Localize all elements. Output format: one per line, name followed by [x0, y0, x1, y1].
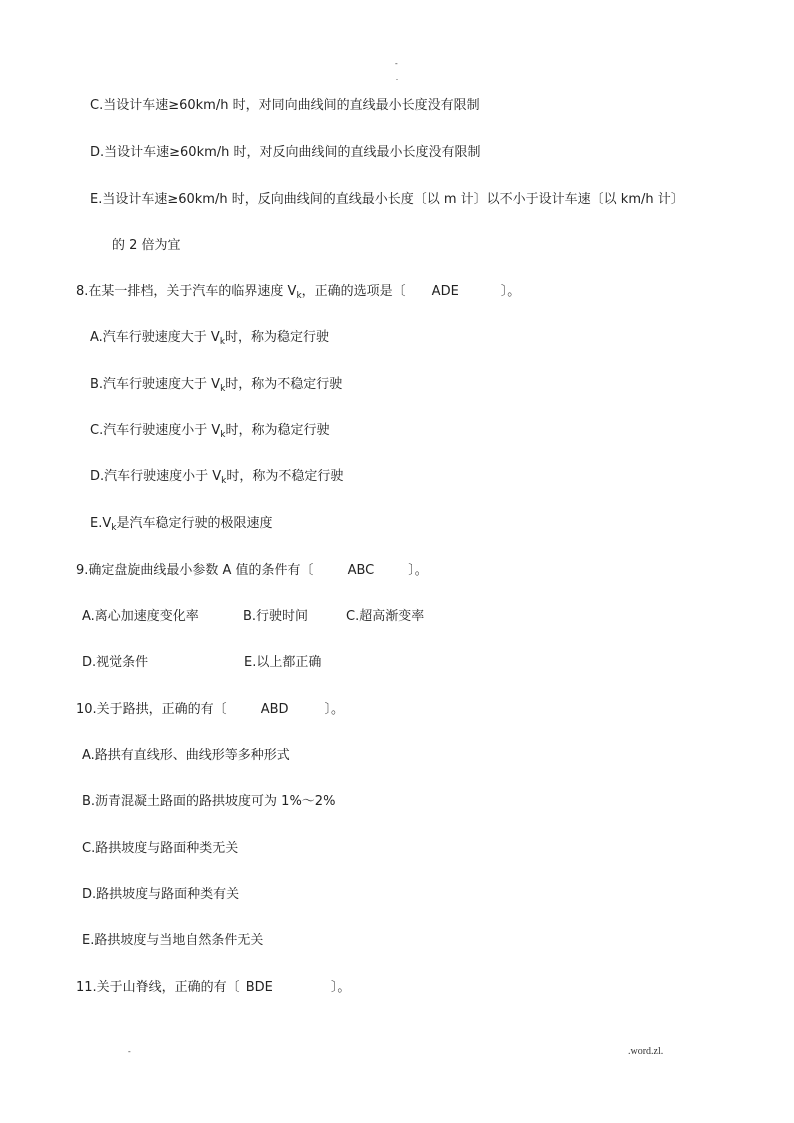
footer-watermark: .word.zl. [628, 1046, 664, 1057]
option-8a-text: A.汽车行驶速度大于 V [90, 330, 220, 345]
option-8d-text-post: 时，称为不稳定行驶 [226, 469, 344, 484]
subscript-k: k [219, 337, 226, 347]
question-10-end: 〕。 [324, 702, 345, 717]
header-mark-bottom: . [396, 73, 398, 82]
option-10d: D.路拱坡度与路面种类有关 [82, 887, 240, 902]
option-8c [90, 423, 329, 440]
question-9-text: 9.确定盘旋曲线最小参数 A 值的条件有〔 [76, 563, 314, 578]
option-8c-text: C.汽车行驶速度小于 V [90, 423, 221, 438]
question-8-answer: ADE [431, 284, 459, 299]
option-10e: E.路拱坡度与当地自然条件无关 [82, 933, 264, 948]
option-7d: D.当设计车速≥60km/h 时，对反向曲线间的直线最小长度没有限制 [90, 145, 481, 160]
question-8 [76, 284, 520, 301]
subscript-k: k [111, 523, 117, 533]
option-8b [90, 377, 342, 394]
question-11-answer: BDE [245, 980, 273, 995]
option-9c: C.超高渐变率 [346, 609, 425, 624]
option-8a-text-post: 时，称为稳定行驶 [225, 330, 330, 345]
question-8-end: 〕。 [500, 284, 521, 299]
question-9-end: 〕。 [408, 563, 428, 578]
option-8d [90, 469, 343, 486]
option-10b: B.沥青混凝土路面的路拱坡度可为 1%～2% [82, 794, 336, 809]
option-9b: B.行驶时间 [243, 609, 309, 624]
option-8c-text-post: 时，称为稳定行驶 [225, 423, 330, 438]
option-8a [90, 330, 329, 347]
question-9 [76, 563, 428, 579]
question-8-text-mid: ，正确的选项是〔 [301, 284, 406, 299]
footer-left-mark: - [128, 1047, 131, 1056]
question-8-text: 8.在某一排档，关于汽车的临界速度 V [76, 284, 297, 299]
option-10c: C.路拱坡度与路面种类无关 [82, 841, 239, 856]
option-9d: D.视觉条件 [82, 655, 149, 670]
subscript-k: k [220, 430, 226, 440]
option-8e-text-post: 是汽车稳定行驶的极限速度 [116, 516, 273, 531]
option-10a: A.路拱有直线形、曲线形等多种形式 [82, 748, 290, 763]
question-10 [76, 702, 344, 718]
question-10-text: 10.关于路拱，正确的有〔 [76, 702, 227, 717]
question-11-text: 11.关于山脊线，正确的有〔 [76, 980, 240, 995]
option-9a: A.离心加速度变化率 [82, 609, 199, 624]
option-8e-text: E.V [90, 516, 112, 531]
option-8b-text: B.汽车行驶速度大于 V [90, 377, 221, 392]
option-9e: E.以上都正确 [244, 655, 322, 670]
subscript-k: k [296, 291, 302, 301]
question-9-answer: ABC [347, 563, 375, 578]
option-7e: E.当设计车速≥60km/h 时，反向曲线间的直线最小长度〔以 m 计〕以不小于设计车速〔以 km/h 计〕 [90, 192, 684, 207]
question-11 [76, 980, 350, 996]
option-8e [90, 516, 272, 533]
option-7e-continued: 的 2 倍为宜 [112, 238, 181, 253]
subscript-k: k [221, 476, 227, 486]
question-10-answer: ABD [260, 702, 289, 717]
subscript-k: k [220, 384, 226, 394]
question-11-end: 〕。 [330, 980, 351, 995]
option-7c: C.当设计车速≥60km/h 时，对同向曲线间的直线最小长度没有限制 [90, 98, 480, 113]
option-8b-text-post: 时，称为不稳定行驶 [225, 377, 343, 392]
option-8d-text: D.汽车行驶速度小于 V [90, 469, 222, 484]
header-mark-top: - [395, 59, 398, 68]
